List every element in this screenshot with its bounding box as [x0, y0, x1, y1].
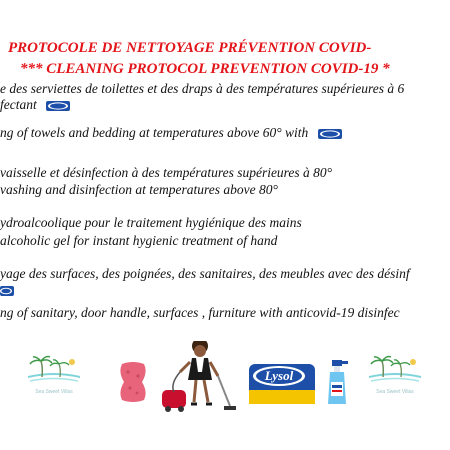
title-french: PROTOCOLE DE NETTOYAGE PRÉVENTION COVID- — [8, 40, 372, 56]
item-1-french-line-1: e des serviettes de toilettes et des draps à des températures supérieures à 6 — [0, 81, 405, 96]
lysol-badge-icon — [46, 101, 70, 111]
item-3-english: alcoholic gel for instant hygienic treatment of hand — [0, 233, 278, 248]
palm-logo-icon — [363, 355, 427, 389]
cleaning-lady-icon — [156, 336, 240, 418]
item-4-french: yage des surfaces, des poignées, des sanitaires, des meubles avec des désinf — [0, 266, 410, 281]
item-1-english — [0, 125, 342, 141]
lysol-badge-icon — [0, 286, 14, 296]
item-2-english: vashing and disinfection at temperatures above 80° — [0, 182, 278, 197]
item-1-french-text: fectant — [0, 97, 37, 112]
palm-logo-icon — [22, 355, 86, 389]
sponge-icon — [116, 360, 150, 404]
item-4-english: ng of sanitary, door handle, surfaces , furniture with anticovid-19 disinfec — [0, 305, 400, 320]
item-2-french: vaisselle et désinfection à des températures supérieures à 80° — [0, 165, 333, 180]
spray-bottle-icon — [326, 358, 352, 406]
logo-right-caption: Sea Sweet Villas — [376, 389, 414, 395]
item-1-french-line-2 — [0, 97, 70, 113]
logo-left-caption: Sea Sweet Villas — [35, 389, 73, 395]
lysol-can-icon — [247, 360, 317, 406]
item-1-english-text: ng of towels and bedding at temperatures above 60° with — [0, 125, 309, 140]
title-english: *** CLEANING PROTOCOL PREVENTION COVID-19 * — [20, 61, 390, 77]
item-3-french: ydroalcoolique pour le traitement hygiénique des mains — [0, 215, 302, 230]
lysol-can-label: Lysol — [264, 368, 294, 383]
lysol-badge-icon — [318, 129, 342, 139]
